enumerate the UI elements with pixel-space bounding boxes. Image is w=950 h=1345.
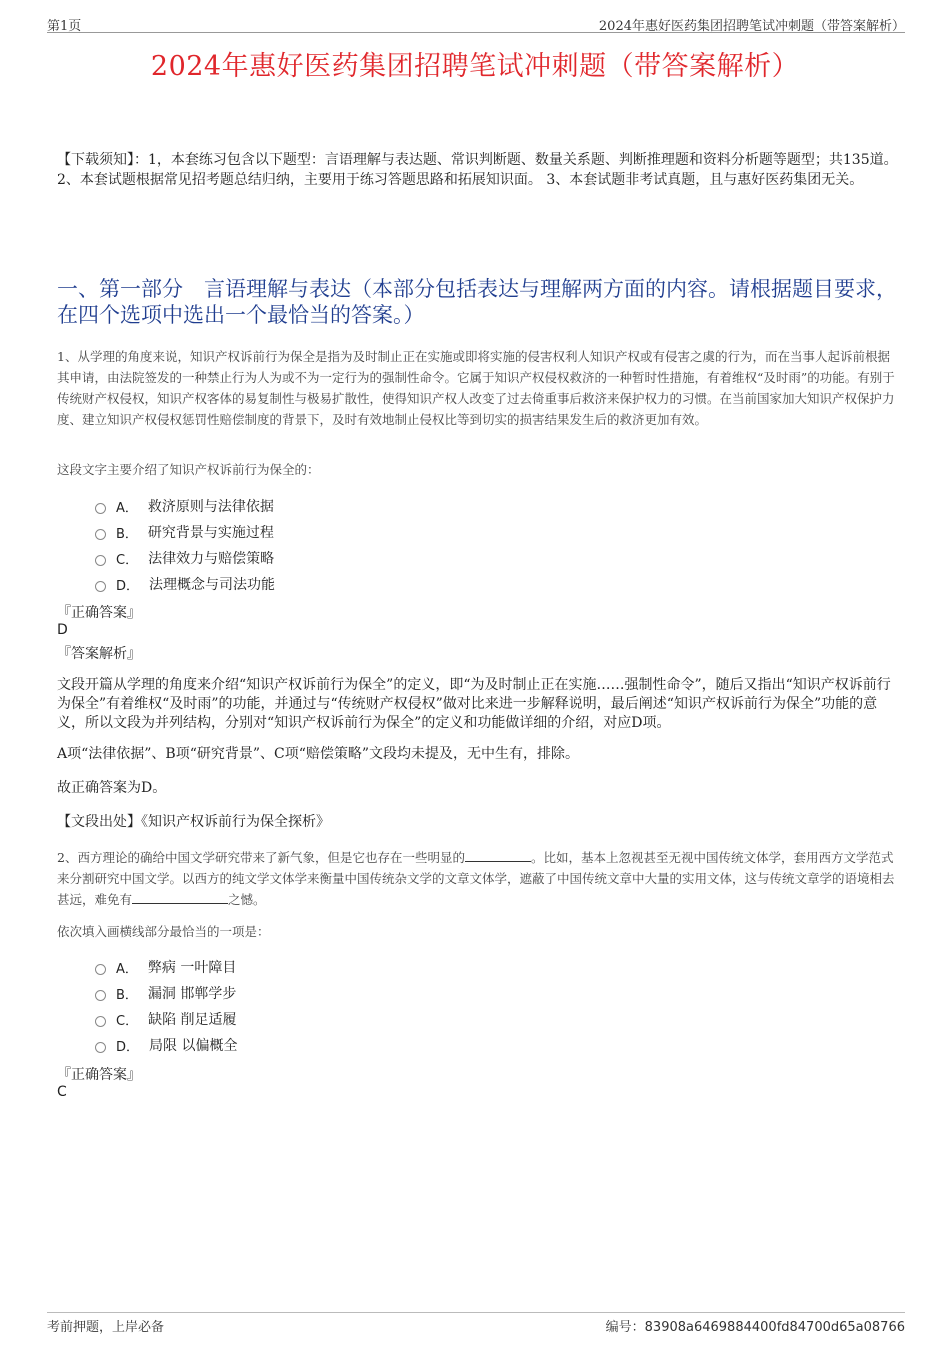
option-b[interactable]	[95, 519, 275, 545]
fill-blank-2	[132, 889, 228, 904]
question-2-text-part: 之憾。	[228, 892, 266, 907]
radio-button-icon[interactable]	[95, 1042, 106, 1053]
option-c[interactable]	[95, 1006, 237, 1032]
page-footer	[47, 1312, 905, 1333]
correct-answer-label: 『正确答案』	[57, 605, 141, 621]
code-value: 83908a6469884400fd84700d65a08766	[644, 1320, 905, 1335]
option-text: 研究背景与实施过程	[147, 525, 274, 541]
option-letter: C．	[116, 1013, 139, 1029]
radio-button-icon[interactable]	[95, 990, 106, 1001]
radio-button-icon[interactable]	[95, 503, 106, 514]
correct-answer-label: 『正确答案』	[57, 1067, 141, 1083]
option-letter: C．	[116, 552, 139, 568]
radio-button-icon[interactable]	[95, 555, 106, 566]
code-label: 编号：	[605, 1320, 645, 1335]
radio-button-icon[interactable]	[95, 529, 106, 540]
analysis-paragraph: 文段开篇从学理的角度来介绍“知识产权诉前行为保全”的定义，即“为及时制止正在实施……强制性命令”，随后又指出“知识产权诉前行为保全”有着维权“及时雨”的功能，并通过与“传统财产权侵权”做对比来进一步解释说明，最后阐述“知识产权诉前行为保全”功能的意义，所以文段为并列结构，分别对“知识产权诉前行为保全”的定义和功能做详细的介绍，对应D项。	[57, 677, 891, 731]
option-a[interactable]	[95, 493, 275, 519]
radio-button-icon[interactable]	[95, 581, 106, 592]
option-text: 法律效力与赔偿策略	[148, 551, 275, 567]
download-notice: 【下载须知】：1，本套练习包含以下题型：言语理解与表达题、常识判断题、数量关系题、判断推理题和资料分析题等题型；共135道。 2、本套试题根据常见招考题总结归纳，主要用于练习答题思路和拓展知识面。 3、本套试题非考试真题，且与惠好医药集团无关。	[57, 152, 898, 188]
option-text: 局限 以偏概全	[149, 1038, 238, 1054]
correct-answer-value: D	[57, 622, 68, 638]
option-d[interactable]	[95, 571, 275, 597]
header-doc-title: 2024年惠好医药集团招聘笔试冲刺题（带答案解析）	[598, 19, 905, 34]
option-d[interactable]	[95, 1032, 237, 1058]
question-2-text-part: 。比如，基本上忽视甚至无视中国传统文体学，套用西方文学范式来分割研究中国文学。以西方的纯文学文体学来衡量中国传统杂文学的文章文体学，遮蔽了中国传统文章中大量的实用文体，这与传统文章学的语境相去甚远，难免有	[57, 850, 895, 907]
option-text: 救济原则与法律依据	[147, 499, 274, 515]
option-text: 法理概念与司法功能	[149, 577, 276, 593]
page-header	[47, 14, 905, 33]
option-text: 漏洞 邯郸学步	[147, 986, 237, 1002]
option-letter: A．	[116, 500, 138, 516]
radio-button-icon[interactable]	[95, 1016, 106, 1027]
option-b[interactable]	[95, 980, 237, 1006]
option-c[interactable]	[95, 545, 275, 571]
footer-slogan: 考前押题，上岸必备	[47, 1320, 165, 1335]
section-heading: 一、第一部分 言语理解与表达（本部分包括表达与理解两方面的内容。请根据题目要求，在四个选项中选出一个最恰当的答案。）	[57, 277, 897, 327]
option-a[interactable]	[95, 954, 237, 980]
question-2-options	[95, 954, 237, 1058]
question-2-prompt: 依次填入画横线部分最恰当的一项是：	[57, 924, 270, 939]
option-text: 弊病 一叶障目	[147, 960, 237, 976]
radio-button-icon[interactable]	[95, 964, 106, 975]
analysis-source: 【文段出处】《知识产权诉前行为保全探析》	[57, 814, 330, 830]
analysis-conclusion: 故正确答案为D。	[57, 780, 167, 796]
question-2-text-part: 2、西方理论的确给中国文学研究带来了新气象，但是它也存在一些明显的	[57, 850, 465, 865]
question-1-options	[95, 493, 275, 597]
option-letter: D．	[116, 578, 140, 594]
correct-answer-value: C	[57, 1084, 67, 1100]
option-letter: A．	[116, 961, 138, 977]
question-1-text: 1、从学理的角度来说，知识产权诉前行为保全是指为及时制止正在实施或即将实施的侵害权利人知识产权或有侵害之虞的行为，而在当事人起诉前根据其申请，由法院签发的一种禁止行为人为或不为一定行为的强制性命令。它属于知识产权侵权救济的一种暂时性措施，有着维权“及时雨”的功能。有别于传统财产权侵权，知识产权客体的易复制性与极易扩散性，使得知识产权人改变了过去倚重事后救济来保护权力的习惯。在当前国家加大知识产权保护力度、建立知识产权侵权惩罚性赔偿制度的背景下，及时有效地制止侵权比等到切实的损害结果发生后的救济更加有效。	[57, 349, 895, 427]
option-letter: B．	[116, 987, 138, 1003]
page-number: 第1页	[47, 19, 82, 34]
analysis-label: 『答案解析』	[57, 646, 141, 662]
option-text: 缺陷 削足适履	[148, 1012, 237, 1028]
question-2-text	[57, 847, 902, 910]
document-title: 2024年惠好医药集团招聘笔试冲刺题（带答案解析）	[150, 51, 800, 82]
option-letter: D．	[116, 1039, 140, 1055]
option-letter: B．	[116, 526, 138, 542]
fill-blank-1	[465, 847, 531, 862]
question-1-prompt: 这段文字主要介绍了知识产权诉前行为保全的：	[57, 462, 320, 477]
document-code	[606, 1316, 905, 1335]
analysis-paragraph: A项“法律依据”、B项“研究背景”、C项“赔偿策略”文段均未提及，无中生有，排除。	[57, 746, 580, 762]
